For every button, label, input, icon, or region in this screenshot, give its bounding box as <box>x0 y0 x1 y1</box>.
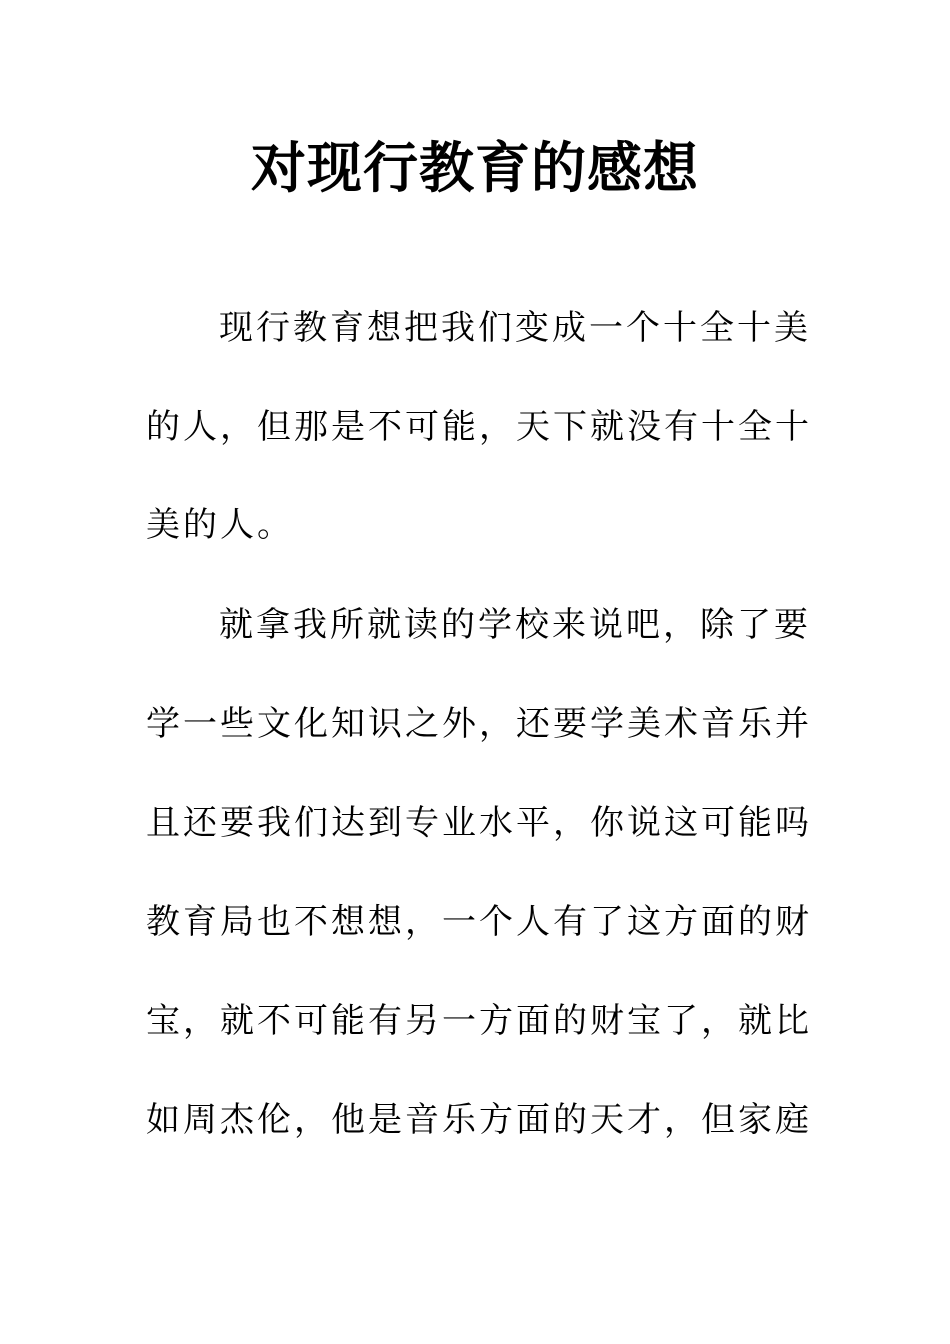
document-title: 对现行教育的感想 <box>250 136 699 200</box>
paragraph-1-line-3: 美的人。 <box>146 505 294 545</box>
paragraph-2-line-6: 如周杰伦，他是音乐方面的天才，但家庭 <box>146 1100 812 1140</box>
paragraph-2-line-3: 且还要我们达到专业水平，你说这可能吗 <box>146 803 812 843</box>
paragraph-2-line-2: 学一些文化知识之外，还要学美术音乐并 <box>146 704 812 744</box>
paragraph-2-line-4: 教育局也不想想，一个人有了这方面的财 <box>146 902 812 942</box>
paragraph-1-line-2: 的人，但那是不可能，天下就没有十全十 <box>146 407 812 447</box>
paragraph-1-line-1: 现行教育想把我们变成一个十全十美 <box>219 308 811 348</box>
paragraph-2-line-1: 就拿我所就读的学校来说吧，除了要 <box>219 605 811 645</box>
paragraph-2-line-5: 宝，就不可能有另一方面的财宝了，就比 <box>146 1001 812 1041</box>
